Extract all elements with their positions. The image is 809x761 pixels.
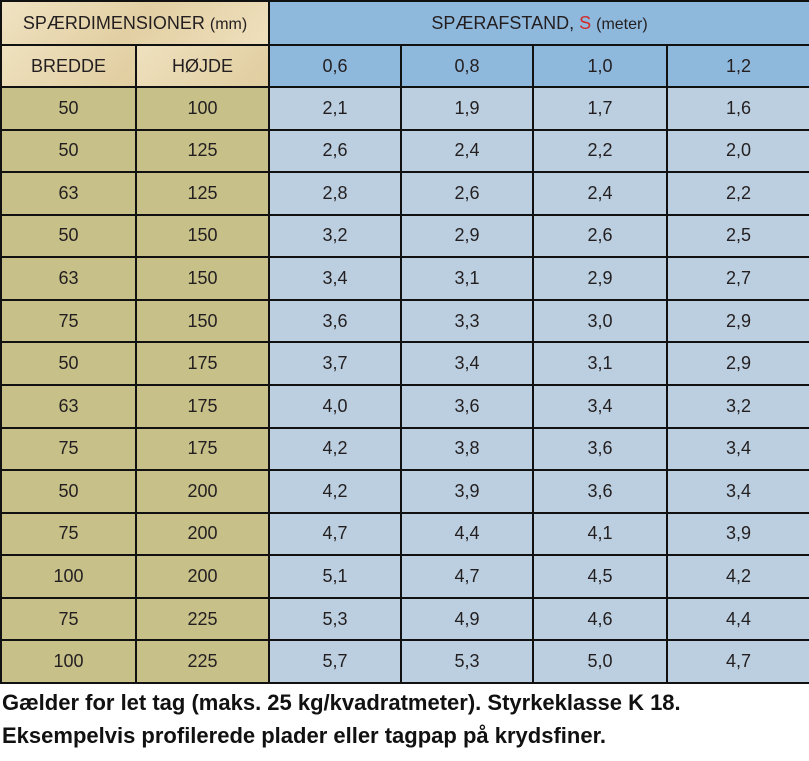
span-value-cell: 3,3 — [401, 300, 533, 343]
span-value-cell: 5,3 — [401, 640, 533, 683]
span-value-cell: 2,2 — [667, 172, 809, 215]
height-cell: 175 — [136, 385, 269, 428]
span-value-cell: 4,0 — [269, 385, 401, 428]
span-value-cell: 2,1 — [269, 87, 401, 130]
width-cell: 50 — [1, 130, 136, 173]
height-cell: 175 — [136, 428, 269, 471]
table-row — [1, 257, 809, 300]
header-row-sub — [1, 45, 809, 87]
span-value-cell: 3,8 — [401, 428, 533, 471]
span-value-cell: 3,0 — [533, 300, 667, 343]
width-cell: 75 — [1, 428, 136, 471]
table-row — [1, 87, 809, 130]
span-value-cell: 4,7 — [269, 513, 401, 556]
table-footnote: Gælder for let tag (maks. 25 kg/kvadratmeter). Styrkeklasse K 18. Eksempelvis profilerede plader eller tagpap på krydsfiner. — [2, 690, 681, 748]
width-cell: 50 — [1, 215, 136, 258]
span-value-cell: 2,9 — [533, 257, 667, 300]
spacing-unit: (meter) — [596, 15, 648, 33]
table-row — [1, 428, 809, 471]
span-value-cell: 5,7 — [269, 640, 401, 683]
span-value-cell: 2,5 — [667, 215, 809, 258]
width-cell: 75 — [1, 300, 136, 343]
span-value-cell: 3,6 — [401, 385, 533, 428]
height-cell: 200 — [136, 513, 269, 556]
width-column-header: BREDDE — [1, 45, 136, 87]
span-value-cell: 2,8 — [269, 172, 401, 215]
span-value-cell: 4,9 — [401, 598, 533, 641]
width-cell: 63 — [1, 257, 136, 300]
span-value-cell: 1,7 — [533, 87, 667, 130]
span-value-cell: 3,6 — [269, 300, 401, 343]
span-value-cell: 2,4 — [533, 172, 667, 215]
height-cell: 225 — [136, 598, 269, 641]
height-cell: 100 — [136, 87, 269, 130]
span-value-cell: 4,4 — [401, 513, 533, 556]
span-value-cell: 3,9 — [667, 513, 809, 556]
span-value-cell: 5,0 — [533, 640, 667, 683]
width-cell: 50 — [1, 470, 136, 513]
spacing-title: SPÆRAFSTAND, — [431, 12, 575, 33]
dims-title: SPÆRDIMENSIONER — [22, 12, 205, 33]
span-value-cell: 3,4 — [533, 385, 667, 428]
height-cell: 125 — [136, 130, 269, 173]
span-value-cell: 4,6 — [533, 598, 667, 641]
span-value-cell: 2,6 — [401, 172, 533, 215]
header-row-main — [1, 1, 809, 45]
span-value-cell: 4,4 — [667, 598, 809, 641]
span-value-cell: 3,1 — [401, 257, 533, 300]
span-value-cell: 2,7 — [667, 257, 809, 300]
span-value-cell: 3,4 — [667, 470, 809, 513]
width-cell: 63 — [1, 172, 136, 215]
span-value-cell: 2,9 — [401, 215, 533, 258]
dims-unit: (mm) — [209, 15, 248, 33]
span-value-cell: 3,4 — [269, 257, 401, 300]
width-cell: 50 — [1, 87, 136, 130]
span-value-cell: 3,6 — [533, 428, 667, 471]
span-value-cell: 2,9 — [667, 300, 809, 343]
span-value-cell: 4,2 — [269, 470, 401, 513]
height-cell: 150 — [136, 257, 269, 300]
span-value-cell: 4,1 — [533, 513, 667, 556]
height-cell: 150 — [136, 300, 269, 343]
height-cell: 150 — [136, 215, 269, 258]
table-row — [1, 598, 809, 641]
height-cell: 200 — [136, 555, 269, 598]
table-row — [1, 130, 809, 173]
table-row — [1, 640, 809, 683]
span-value-cell: 4,2 — [667, 555, 809, 598]
table-body — [1, 87, 809, 683]
height-cell: 175 — [136, 342, 269, 385]
spacing-column-header: 0,8 — [401, 45, 533, 87]
table-row — [1, 300, 809, 343]
span-value-cell: 2,4 — [401, 130, 533, 173]
spacing-symbol: S — [579, 12, 592, 33]
span-value-cell: 1,9 — [401, 87, 533, 130]
height-cell: 225 — [136, 640, 269, 683]
span-value-cell: 5,3 — [269, 598, 401, 641]
table-row — [1, 555, 809, 598]
width-cell: 100 — [1, 555, 136, 598]
span-value-cell: 4,7 — [401, 555, 533, 598]
width-cell: 50 — [1, 342, 136, 385]
width-cell: 75 — [1, 513, 136, 556]
spacing-column-header: 0,6 — [269, 45, 401, 87]
span-value-cell: 1,6 — [667, 87, 809, 130]
span-value-cell: 4,2 — [269, 428, 401, 471]
width-cell: 63 — [1, 385, 136, 428]
span-value-cell: 3,9 — [401, 470, 533, 513]
table-row — [1, 513, 809, 556]
spacing-column-header: 1,0 — [533, 45, 667, 87]
table-row — [1, 215, 809, 258]
span-value-cell: 3,4 — [401, 342, 533, 385]
width-cell: 75 — [1, 598, 136, 641]
span-value-cell: 2,0 — [667, 130, 809, 173]
spacing-column-header: 1,2 — [667, 45, 809, 87]
rafter-dimensions-header — [1, 1, 269, 45]
span-value-cell: 3,6 — [533, 470, 667, 513]
span-value-cell: 3,4 — [667, 428, 809, 471]
rafter-spacing-header — [269, 1, 809, 45]
span-value-cell: 2,9 — [667, 342, 809, 385]
span-value-cell: 3,2 — [269, 215, 401, 258]
span-value-cell: 5,1 — [269, 555, 401, 598]
width-cell: 100 — [1, 640, 136, 683]
span-value-cell: 2,6 — [269, 130, 401, 173]
table-row — [1, 470, 809, 513]
height-cell: 125 — [136, 172, 269, 215]
table-row — [1, 172, 809, 215]
span-value-cell: 3,7 — [269, 342, 401, 385]
height-cell: 200 — [136, 470, 269, 513]
span-value-cell: 4,7 — [667, 640, 809, 683]
height-column-header: HØJDE — [136, 45, 269, 87]
table-row — [1, 342, 809, 385]
span-value-cell: 3,2 — [667, 385, 809, 428]
span-value-cell: 2,6 — [533, 215, 667, 258]
span-value-cell: 2,2 — [533, 130, 667, 173]
span-value-cell: 3,1 — [533, 342, 667, 385]
table-row — [1, 385, 809, 428]
span-value-cell: 4,5 — [533, 555, 667, 598]
